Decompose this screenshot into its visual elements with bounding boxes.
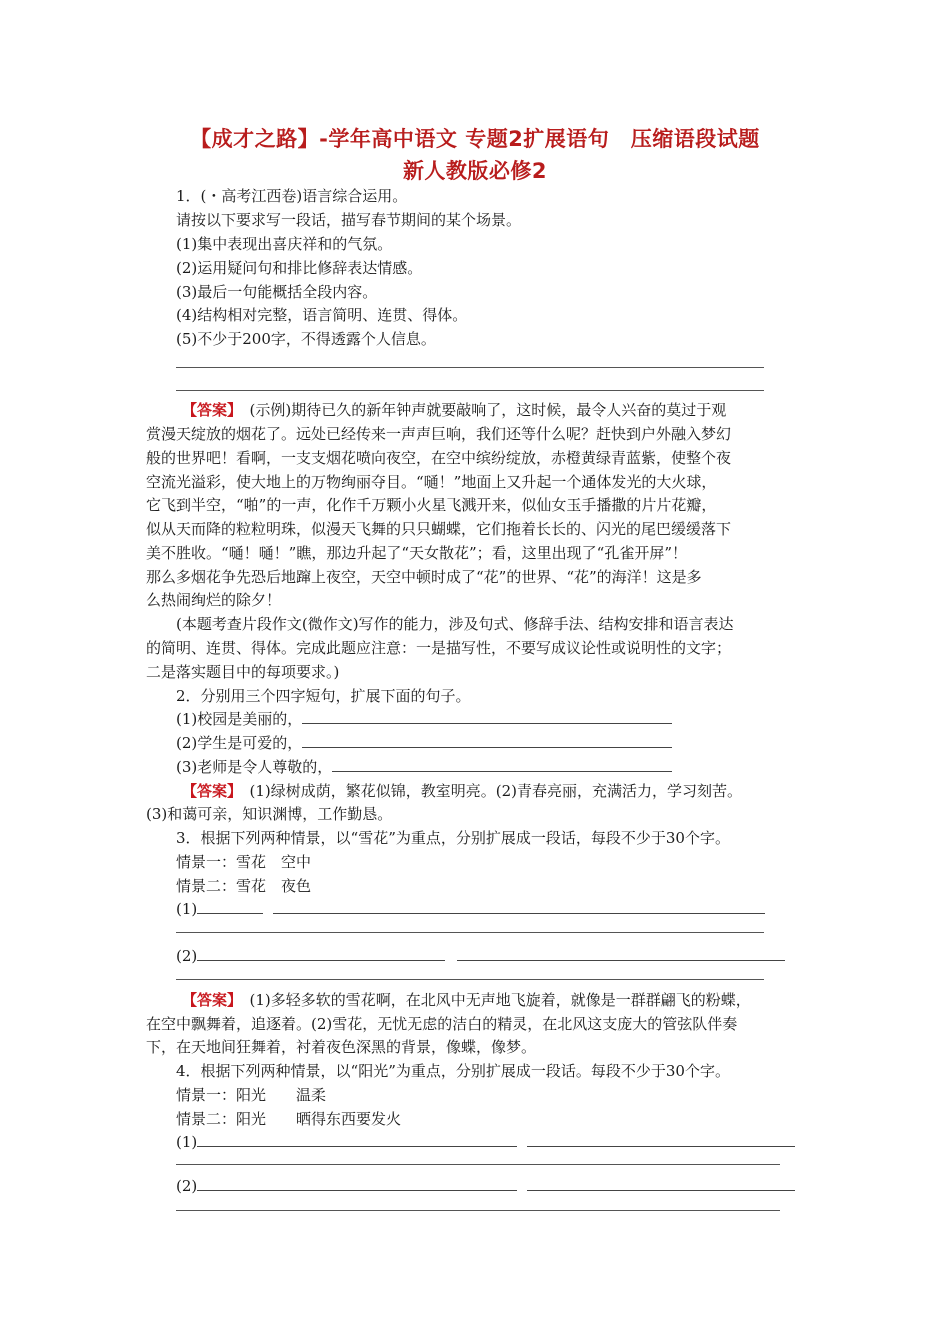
q3-blank-2-line-2 (176, 979, 764, 980)
q4-blank-1b[interactable] (527, 1132, 795, 1147)
answer-label: 【答案】 (182, 401, 235, 419)
q3-blank-2a[interactable] (197, 946, 445, 961)
q3-blank-1b[interactable] (273, 899, 765, 914)
q1-note-2: 的简明、连贯、得体。完成此题应注意：一是描写性，不要写成议论性或说明性的文字； (146, 639, 732, 657)
q3-blank-2: (2) (176, 946, 785, 966)
q4-blank-2a[interactable] (197, 1176, 517, 1191)
q1-answer-text-6: 似从天而降的粒粒明珠，似漫天飞舞的只只蝴蝶，它们拖着长长的、闪光的尾巴缓缓落下 (146, 520, 732, 538)
q1-requirement-4: (4)结构相对完整，语言简明、连贯、得体。 (176, 306, 468, 324)
q4-blank-2-line-2 (176, 1210, 780, 1211)
q1-requirement-1: (1)集中表现出喜庆祥和的气氛。 (176, 235, 393, 253)
q1-answer-text-9: 么热闹绚烂的除夕！ (146, 591, 282, 609)
q1-answer-text-4: 空流光溢彩，使大地上的万物绚丽夺目。“嗵！”地面上又升起一个通体发光的大火球， (146, 473, 717, 491)
q1-requirement-2: (2)运用疑问句和排比修辞表达情感。 (176, 259, 423, 277)
q1-answer-line-1 (176, 367, 764, 368)
q1-answer-text-5: 它飞到半空，“啪”的一声，化作千万颗小火星飞溅开来，似仙女玉手播撒的片片花瓣， (146, 496, 717, 514)
q1-answer-text-3: 般的世界吧！看啊，一支支烟花喷向夜空，在空中缤纷绽放，赤橙黄绿青蓝紫，使整个夜 (146, 449, 732, 467)
q3-answer-line-start (182, 990, 751, 1010)
q2-answer-line-start (182, 781, 742, 801)
q4-blank-2: (2) (176, 1176, 795, 1196)
q1-prompt: 请按以下要求写一段话，描写春节期间的某个场景。 (176, 211, 522, 229)
q3-answer-text-2: 在空中飘舞着，追逐着。(2)雪花，无忧无虑的洁白的精灵，在北风这支庞大的管弦队伴奏 (146, 1015, 738, 1033)
q2-blank-2[interactable] (302, 733, 672, 748)
q4-blank-1: (1) (176, 1132, 795, 1152)
q2-sentence-2: (2)学生是可爱的， (176, 733, 672, 753)
q2-sentence-1: (1)校园是美丽的， (176, 709, 672, 729)
document-title: 【成才之路】-学年高中语文 专题2扩展语句 压缩语段试题 (190, 127, 760, 151)
q3-answer-text-3: 下，在天地间狂舞着，衬着夜色深黑的背景，像蝶，像梦。 (146, 1038, 537, 1056)
q1-answer-text-2: 赏漫天绽放的烟花了。远处已经传来一声声巨响，我们还等什么呢？赶快到户外融入梦幻 (146, 425, 732, 443)
q3-heading: 3．根据下列两种情景，以“雪花”为重点，分别扩展成一段话，每段不少于30个字。 (176, 829, 730, 847)
q1-note-1: (本题考查片段作文(微作文)写作的能力，涉及句式、修辞手法、结构安排和语言表达 (176, 615, 734, 633)
q3-blank-2b[interactable] (457, 946, 785, 961)
q2-blank-3[interactable] (332, 757, 672, 772)
q2-heading: 2．分别用三个四字短句，扩展下面的句子。 (176, 687, 471, 705)
q4-blank-2b[interactable] (527, 1176, 795, 1191)
q2-answer-text-1: (1)绿树成荫，繁花似锦，教室明亮。(2)青春亮丽，充满活力，学习刻苦。 (234, 782, 743, 800)
q4-blank-1a[interactable] (197, 1132, 517, 1147)
q3-blank-1-line-2 (176, 932, 764, 933)
q2-sentence-3: (3)老师是令人尊敬的， (176, 757, 672, 777)
q2-answer-text-2: (3)和蔼可亲，知识渊博，工作勤恳。 (146, 805, 393, 823)
q3-scene-2: 情景二：雪花 夜色 (176, 877, 312, 895)
q1-answer-line-2 (176, 390, 764, 391)
q1-answer-line-start (182, 400, 726, 420)
q1-heading: 1．(・高考江西卷)语言综合运用。 (176, 187, 408, 205)
q4-scene-2: 情景二：阳光 晒得东西要发火 (176, 1110, 402, 1128)
q3-scene-1: 情景一：雪花 空中 (176, 853, 312, 871)
q3-answer-text-1: (1)多轻多软的雪花啊，在北风中无声地飞旋着，就像是一群群翩飞的粉蝶， (234, 991, 751, 1009)
document-subtitle: 新人教版必修2 (402, 159, 548, 183)
answer-label: 【答案】 (182, 782, 235, 800)
q3-blank-1a[interactable] (197, 899, 263, 914)
q1-requirement-3: (3)最后一句能概括全段内容。 (176, 283, 378, 301)
q2-blank-1[interactable] (302, 709, 672, 724)
q1-answer-text-8: 那么多烟花争先恐后地蹿上夜空，天空中顿时成了“花”的世界、“花”的海洋！这是多 (146, 568, 702, 586)
q3-blank-1: (1) (176, 899, 765, 919)
q1-note-3: 二是落实题目中的每项要求。) (146, 663, 340, 681)
q1-answer-text-7: 美不胜收。“嗵！嗵！”瞧，那边升起了“天女散花”；看，这里出现了“孔雀开屏”！ (146, 544, 688, 562)
answer-label: 【答案】 (182, 991, 235, 1009)
q4-scene-1: 情景一：阳光 温柔 (176, 1086, 327, 1104)
q4-heading: 4．根据下列两种情景，以“阳光”为重点，分别扩展成一段话。每段不少于30个字。 (176, 1062, 730, 1080)
q4-blank-1-line-2 (176, 1164, 780, 1165)
q1-answer-text-1: (示例)期待已久的新年钟声就要敲响了，这时候，最令人兴奋的莫过于观 (234, 401, 727, 419)
q1-requirement-5: (5)不少于200字，不得透露个人信息。 (176, 330, 436, 348)
